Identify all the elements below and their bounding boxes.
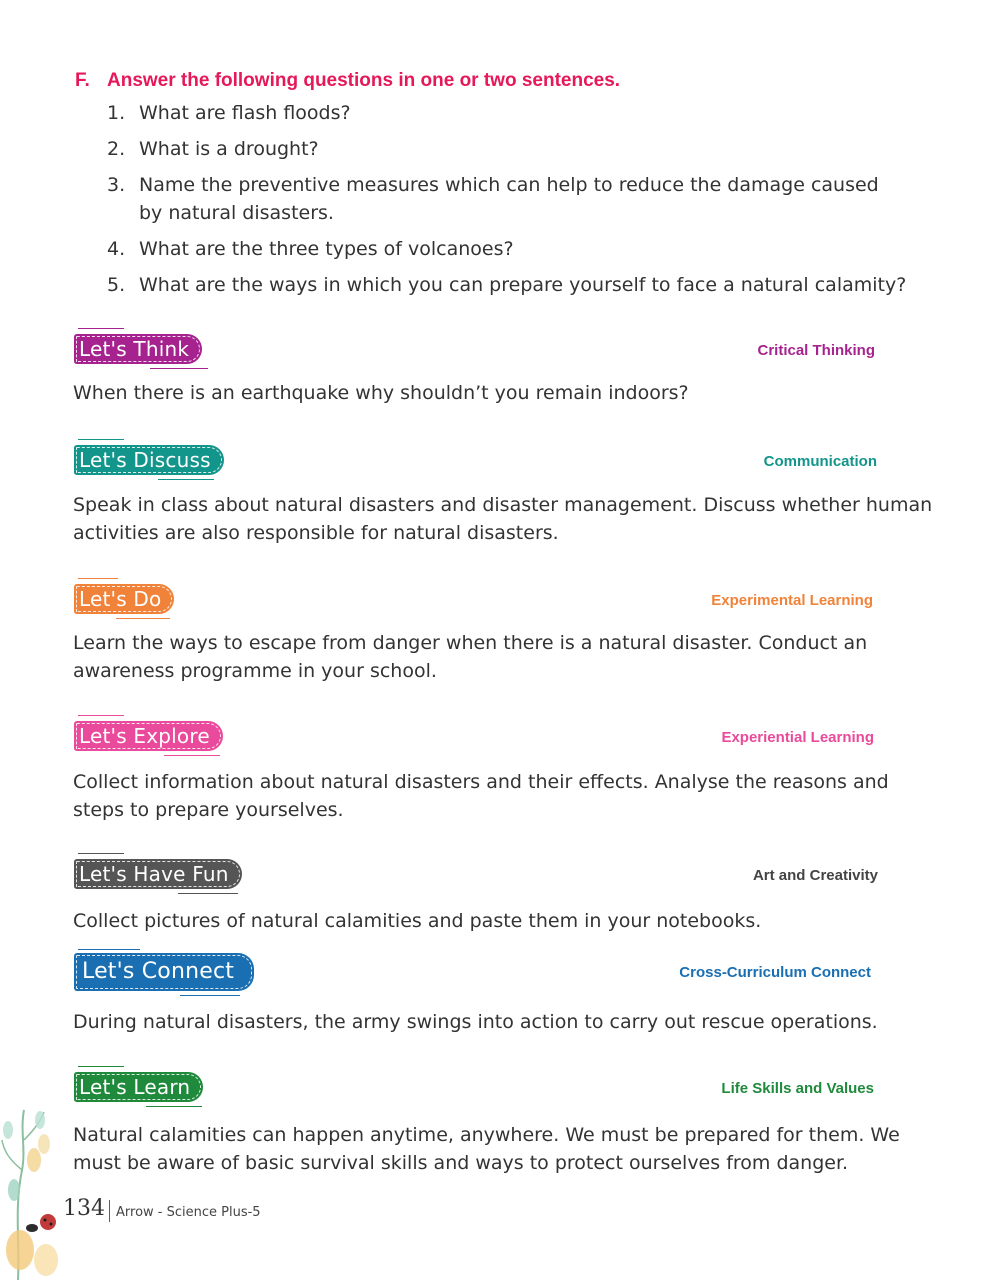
question-text: Name the preventive measures which can help to reduce the damage caused by natural disasters. <box>139 174 879 224</box>
question-number: 2. <box>107 138 126 160</box>
question-list <box>107 99 907 307</box>
section-fun-tab: Let's Have Fun <box>74 859 242 889</box>
section-explore <box>0 721 989 755</box>
question-number: 4. <box>107 238 126 260</box>
section-think-tab: Let's Think <box>74 334 202 364</box>
tab-deco-line <box>78 1066 124 1067</box>
section-discuss <box>0 445 989 479</box>
section-connect <box>0 953 989 987</box>
section-discuss-text: Speak in class about natural disasters and disaster management. Discuss whether human activities are also responsible for natural disasters. <box>73 494 933 544</box>
tab-deco-line <box>180 995 240 996</box>
exercise-letter: F. <box>75 70 90 91</box>
decorative-plant-illustration <box>0 1100 70 1280</box>
section-do-text: Learn the ways to escape from danger when there is a natural disaster. Conduct an awareness programme in your school. <box>73 632 868 682</box>
section-think <box>0 334 989 368</box>
section-fun-skill: Art and Creativity <box>752 867 878 884</box>
tab-deco-line <box>78 439 124 440</box>
exercise-heading <box>75 70 620 92</box>
section-explore-text: Collect information about natural disasters and their effects. Analyse the reasons and steps to prepare yourselves. <box>73 771 889 821</box>
footer-divider <box>109 1200 110 1222</box>
section-connect-text: During natural disasters, the army swings into action to carry out rescue operations. <box>73 1011 878 1033</box>
section-fun <box>0 859 989 893</box>
tab-deco-line <box>158 479 214 480</box>
section-learn <box>0 1072 989 1106</box>
page-number: 134 <box>63 1196 105 1221</box>
section-explore-skill: Experiential Learning <box>721 729 874 746</box>
section-fun-text: Collect pictures of natural calamities and paste them in your notebooks. <box>73 910 762 932</box>
book-title: Arrow - Science Plus-5 <box>116 1205 261 1220</box>
section-discuss-tab: Let's Discuss <box>74 445 224 475</box>
question-item <box>107 135 907 163</box>
section-learn-text: Natural calamities can happen anytime, anywhere. We must be prepared for them. We must be aware of basic survival skills and ways to protect ourselves from danger. <box>73 1124 900 1174</box>
exercise-instruction: Answer the following questions in one or two sentences. <box>107 70 621 91</box>
tab-deco-line <box>78 715 124 716</box>
tab-deco-line <box>164 755 220 756</box>
tab-deco-line <box>78 328 124 329</box>
question-text: What are the ways in which you can prepare yourself to face a natural calamity? <box>139 274 907 296</box>
tab-deco-line <box>146 1106 202 1107</box>
section-discuss-skill: Communication <box>763 453 877 470</box>
section-do <box>0 584 989 618</box>
question-number: 5. <box>107 274 126 296</box>
section-think-text: When there is an earthquake why shouldn’t you remain indoors? <box>73 382 689 404</box>
tab-deco-line <box>78 578 118 579</box>
question-item <box>107 99 907 127</box>
question-text: What are the three types of volcanoes? <box>139 238 514 260</box>
tab-deco-line <box>78 949 140 950</box>
question-number: 1. <box>107 102 126 124</box>
section-do-tab: Let's Do <box>74 584 174 614</box>
section-do-skill: Experimental Learning <box>711 592 873 609</box>
section-think-skill: Critical Thinking <box>757 342 875 359</box>
question-text: What is a drought? <box>139 138 319 160</box>
section-learn-skill: Life Skills and Values <box>721 1080 874 1097</box>
tab-deco-line <box>78 853 124 854</box>
question-number: 3. <box>107 174 126 196</box>
question-item <box>107 171 887 227</box>
section-explore-tab: Let's Explore <box>74 721 223 751</box>
section-learn-tab: Let's Learn <box>74 1072 203 1102</box>
tab-deco-line <box>116 618 170 619</box>
tab-deco-line <box>178 893 238 894</box>
question-item <box>107 271 907 299</box>
section-connect-skill: Cross-Curriculum Connect <box>679 964 871 981</box>
question-item <box>107 235 907 263</box>
tab-deco-line <box>150 368 208 369</box>
question-text: What are flash floods? <box>139 102 351 124</box>
section-connect-tab: Let's Connect <box>74 953 254 991</box>
